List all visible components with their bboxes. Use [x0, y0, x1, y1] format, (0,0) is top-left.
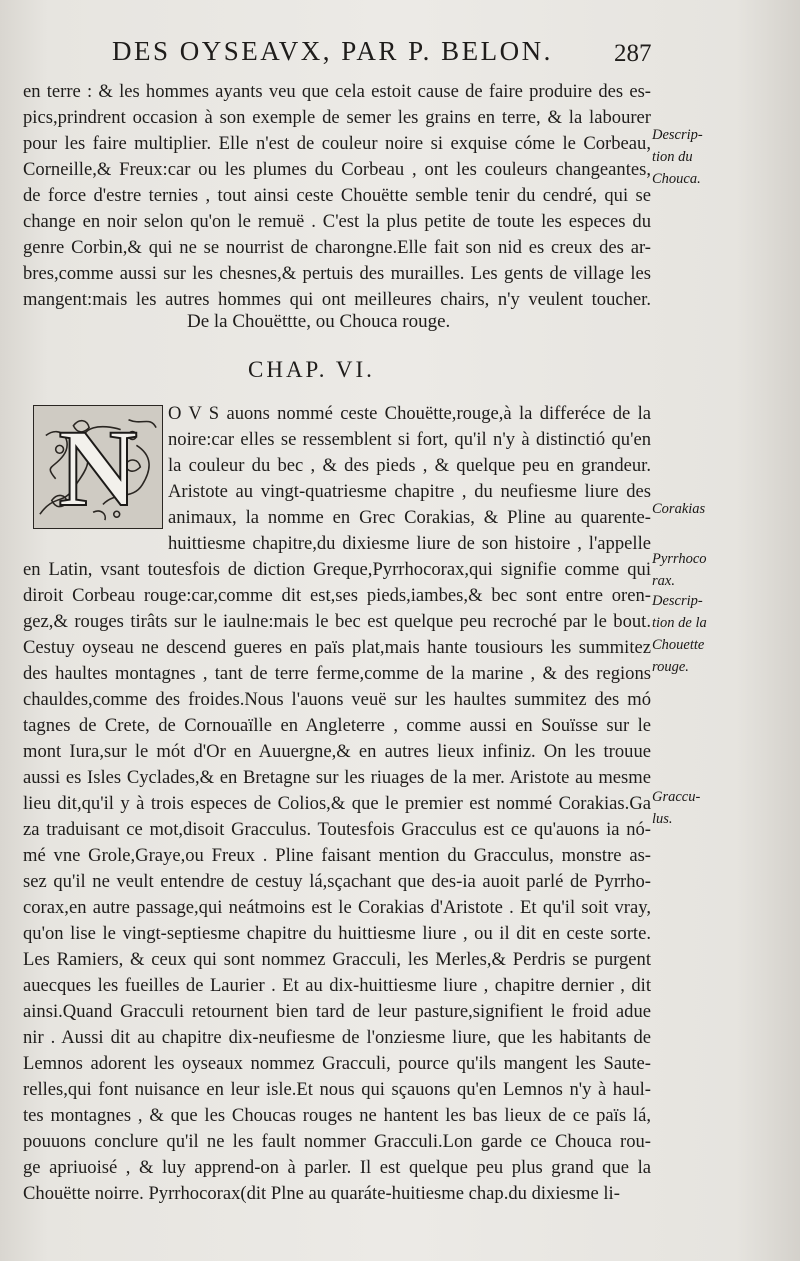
margin-note-line: Descrip- — [652, 127, 703, 143]
text-line: corax,en autre passage,qui neátmoins est le Corakias d'Aristote . Et qu'il soit vray, — [23, 897, 651, 918]
text-line: sez qu'il ne veult entendre de cestuy lá,sçachant que des-ia auoit parlé de Pyrrho- — [23, 871, 651, 892]
margin-note-line: rax. — [652, 573, 675, 589]
text-line: change en noir selon qu'on le remuë . C'est la plus petite de toute les especes du — [23, 211, 651, 232]
margin-note-line: Graccu- — [652, 789, 701, 805]
margin-note-line: Descrip- — [652, 593, 703, 609]
text-line: pics,prindrent occasion à son exemple de semer les grains en terre, & la labourer — [23, 107, 651, 128]
text-line: tagnes de Crete, de Cornouaïlle en Angleterre , comme aussi en Souïsse sur le — [23, 715, 651, 736]
text-line: de force d'estre ternies , tout ainsi ceste Chouëtte semble tenir du cendré, qui se — [23, 185, 651, 206]
text-line: pour les faire multiplier. Elle n'est de couleur noire si exquise cóme le Corbeau, — [23, 133, 651, 154]
text-line: genre Corbin,& qui ne se nourrist de charongne.Elle fait son nid es creux des ar- — [23, 237, 651, 258]
chapter-heading: CHAP. VI. — [248, 357, 375, 382]
text-line: diroit Corbeau rouge:car,comme dit est,ses pieds,iambes,& bec sont entre oren- — [23, 585, 651, 606]
text-line: aussi es Isles Cyclades,& en Bretagne sur les riuages de la mer. Aristote au mesme — [23, 767, 651, 788]
text-line: des haultes montagnes , tant de terre ferme,comme de la marine , & des regions — [23, 663, 651, 684]
text-line: animaux, la nomme en Grec Corakias, & Pline au quarente- — [168, 507, 651, 528]
text-line: chauldes,comme des froides.Nous l'auons veuë sur les haultes summitez des mó — [23, 689, 651, 710]
margin-note-line: lus. — [652, 811, 673, 827]
initial-letter: N — [58, 407, 138, 529]
text-line: en terre : & les hommes ayants veu que cela estoit cause de faire produire des es- — [23, 81, 651, 102]
text-line: nir . Aussi dit au chapitre dix-neufiesme de l'onziesme liure, que les habitants de — [23, 1027, 651, 1048]
text-line: ge apriuoisé , & luy apprend-on à parler. Il est quelque peu plus grand que la — [23, 1157, 651, 1178]
running-head: DES OYSEAVX, PAR P. BELON. — [112, 36, 553, 66]
text-line: O V S auons nommé ceste Chouëtte,rouge,à la differéce de la — [168, 403, 651, 424]
text-line: noire:car elles se ressemblent si fort, qu'il n'y à distinctió qu'en — [168, 429, 651, 450]
text-line: mangent:mais les autres hommes qui ont meilleures chairs, n'y veulent toucher. — [23, 289, 651, 310]
text-line: la couleur du bec , & des pieds , & quelque peu en grandeur. — [168, 455, 651, 476]
text-line: pouuons conclure qu'il ne les fault nommer Gracculi.Lon garde ce Chouca rou- — [23, 1131, 651, 1152]
text-line: en Latin, vsant toutesfois de diction Greque,Pyrrhocorax,qui signifie comme qui — [23, 559, 651, 580]
page-header — [0, 36, 800, 72]
text-line: Les Ramiers, & ceux qui sont nommez Gracculi, les Merles,& Perdris se purgent — [23, 949, 651, 970]
margin-note — [652, 498, 798, 520]
text-line: bres,comme aussi sur les chesnes,& pertuis des murailles. Les gents de village les — [23, 263, 651, 284]
margin-note-line: Chouca. — [652, 171, 701, 187]
text-line: za traduisant ce mot,disoit Gracculus. Toutesfois Gracculus est ce qu'auons ia nó- — [23, 819, 651, 840]
margin-note-line: tion du — [652, 149, 693, 165]
margin-note-line: Corakias — [652, 501, 706, 517]
margin-note — [652, 124, 798, 190]
page-number: 287 — [614, 40, 652, 67]
text-line: qu'on lise le vingt-septiesme chapitre du huittiesme liure , ou il dit en ceste sorte. — [23, 923, 651, 944]
text-line: relles,qui font nuisance en leur isle.Et nous qui sçauons qu'en Lemnos n'y à haul- — [23, 1079, 651, 1100]
decorated-initial — [33, 405, 163, 529]
text-line: tes montagnes , & que les Choucas rouges ne hantent les bas lieux de ce païs lá, — [23, 1105, 651, 1126]
text-line: mont Iura,sur le mót d'Or en Auuergne,& en autres lieux infiniz. On les trouue — [23, 741, 651, 762]
margin-note — [652, 548, 798, 592]
margin-note-line: Chouette — [652, 637, 705, 653]
text-line: Lemnos adorent les oyseaux nommez Gracculi, pource qu'ils mangent les Saute- — [23, 1053, 651, 1074]
margin-note-line: Pyrrhoco — [652, 551, 707, 567]
text-line: Cestuy oyseau ne descend gueres en païs plat,mais hante tousiours les summitez — [23, 637, 651, 658]
text-line: lieu dit,qu'il y à trois especes de Colios,& que le premier est nommé Corakias.Ga — [23, 793, 651, 814]
margin-note — [652, 590, 798, 678]
text-line: auecques les fueilles de Laurier . Et au dix-huittiesme liure , chapitre dernier , dit — [23, 975, 651, 996]
text-line: gez,& rouges tirâts sur le iaulne:mais le bec est quelque peu recroché par le bout. — [23, 611, 651, 632]
text-line: huittiesme chapitre,du dixiesme liure de son histoire , l'appelle — [168, 533, 651, 554]
text-line: Aristote au vingt-quatriesme chapitre , du neufiesme liure des — [168, 481, 651, 502]
section-title: De la Chouëttte, ou Chouca rouge. — [187, 311, 451, 332]
margin-note-line: rouge. — [652, 659, 689, 675]
text-line: Corneille,& Freux:car ou les plumes du Corbeau , ont les couleurs changeantes, — [23, 159, 651, 180]
text-line: ainsi.Quand Gracculi retournent bien tard de leur pasture,signifient le froid adue — [23, 1001, 651, 1022]
margin-note-line: tion de la — [652, 615, 707, 631]
text-line: mé vne Grole,Graye,ou Freux . Pline faisant mention du Gracculus, monstre as- — [23, 845, 651, 866]
text-line: Chouëtte noirre. Pyrrhocorax(dit Plne au quaráte-huitiesme chap.du dixiesme li- — [23, 1183, 620, 1204]
margin-note — [652, 786, 798, 830]
